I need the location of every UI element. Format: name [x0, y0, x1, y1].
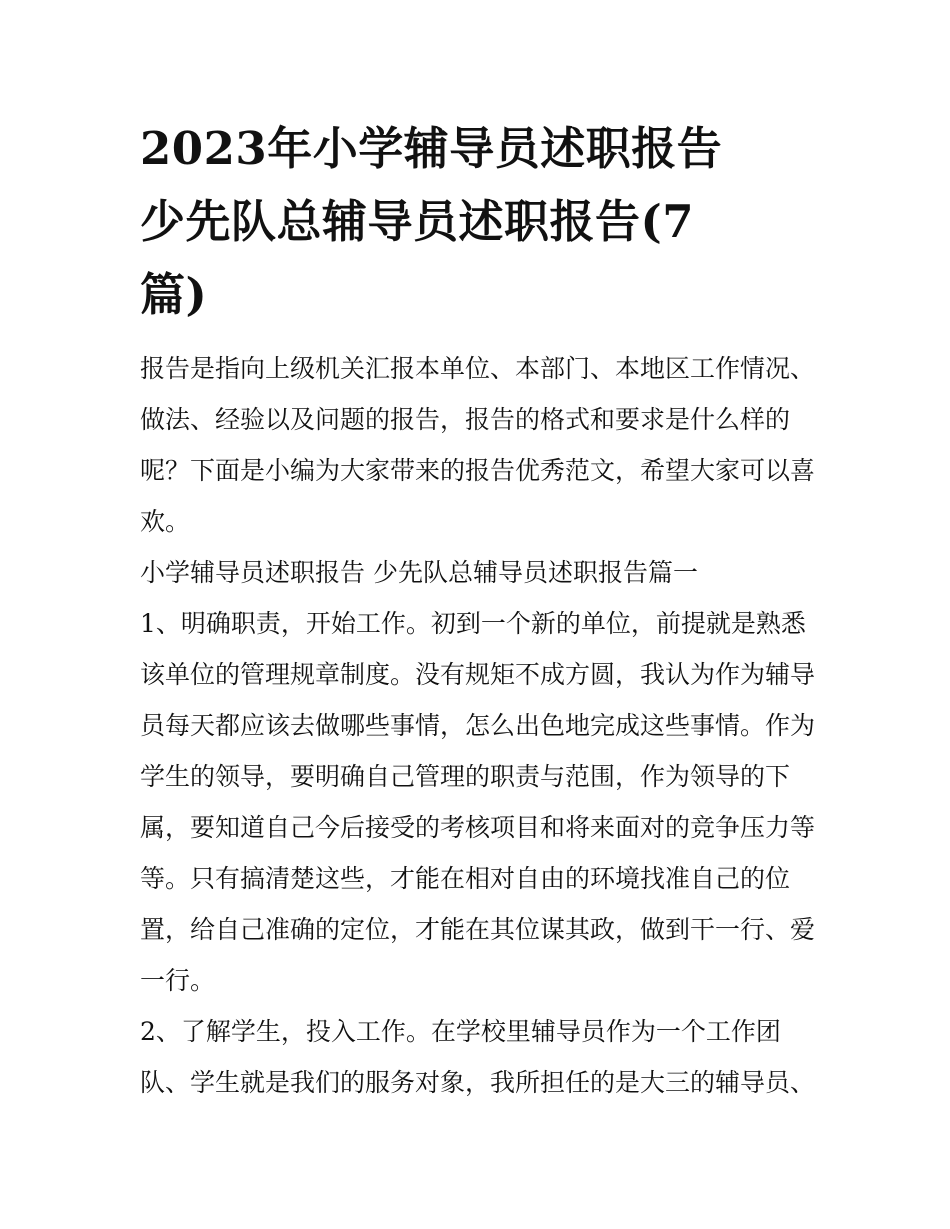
body-line: 欢。 [140, 507, 191, 536]
body-line: 做法、经验以及问题的报告，报告的格式和要求是什么样的 [140, 405, 791, 434]
body-line: 属，要知道自己今后接受的考核项目和将来面对的竞争压力等 [140, 813, 816, 842]
body-line: 该单位的管理规章制度。没有规矩不成方圆，我认为作为辅导 [140, 660, 816, 689]
body-line: 队、学生就是我们的服务对象，我所担任的是大三的辅导员、 [140, 1068, 816, 1097]
body-line: 员每天都应该去做哪些事情，怎么出色地完成这些事情。作为 [140, 711, 816, 740]
body-line: 报告是指向上级机关汇报本单位、本部门、本地区工作情况、 [140, 354, 816, 383]
title-line: 少先队总辅导员述职报告(7 [140, 195, 695, 248]
body-line: 呢？下面是小编为大家带来的报告优秀范文，希望大家可以喜 [140, 456, 816, 485]
title-line: 2023年小学辅导员述职报告 [140, 122, 723, 175]
section-heading: 小学辅导员述职报告 少先队总辅导员述职报告篇一 [140, 558, 698, 587]
title-line: 篇) [140, 268, 208, 321]
body-line: 1、明确职责，开始工作。初到一个新的单位，前提就是熟悉 [140, 609, 806, 638]
document-content [140, 112, 820, 1108]
body-line: 置，给自己准确的定位，才能在其位谋其政，做到干一行、爱 [140, 915, 816, 944]
body-line: 2、了解学生，投入工作。在学校里辅导员作为一个工作团 [140, 1017, 781, 1046]
body-line: 学生的领导，要明确自己管理的职责与范围，作为领导的下 [140, 762, 791, 791]
body-line: 等。只有搞清楚这些，才能在相对自由的环境找准自己的位 [140, 864, 791, 893]
document-title [140, 112, 820, 331]
body-line: 一行。 [140, 966, 216, 995]
document-body [140, 343, 820, 1108]
